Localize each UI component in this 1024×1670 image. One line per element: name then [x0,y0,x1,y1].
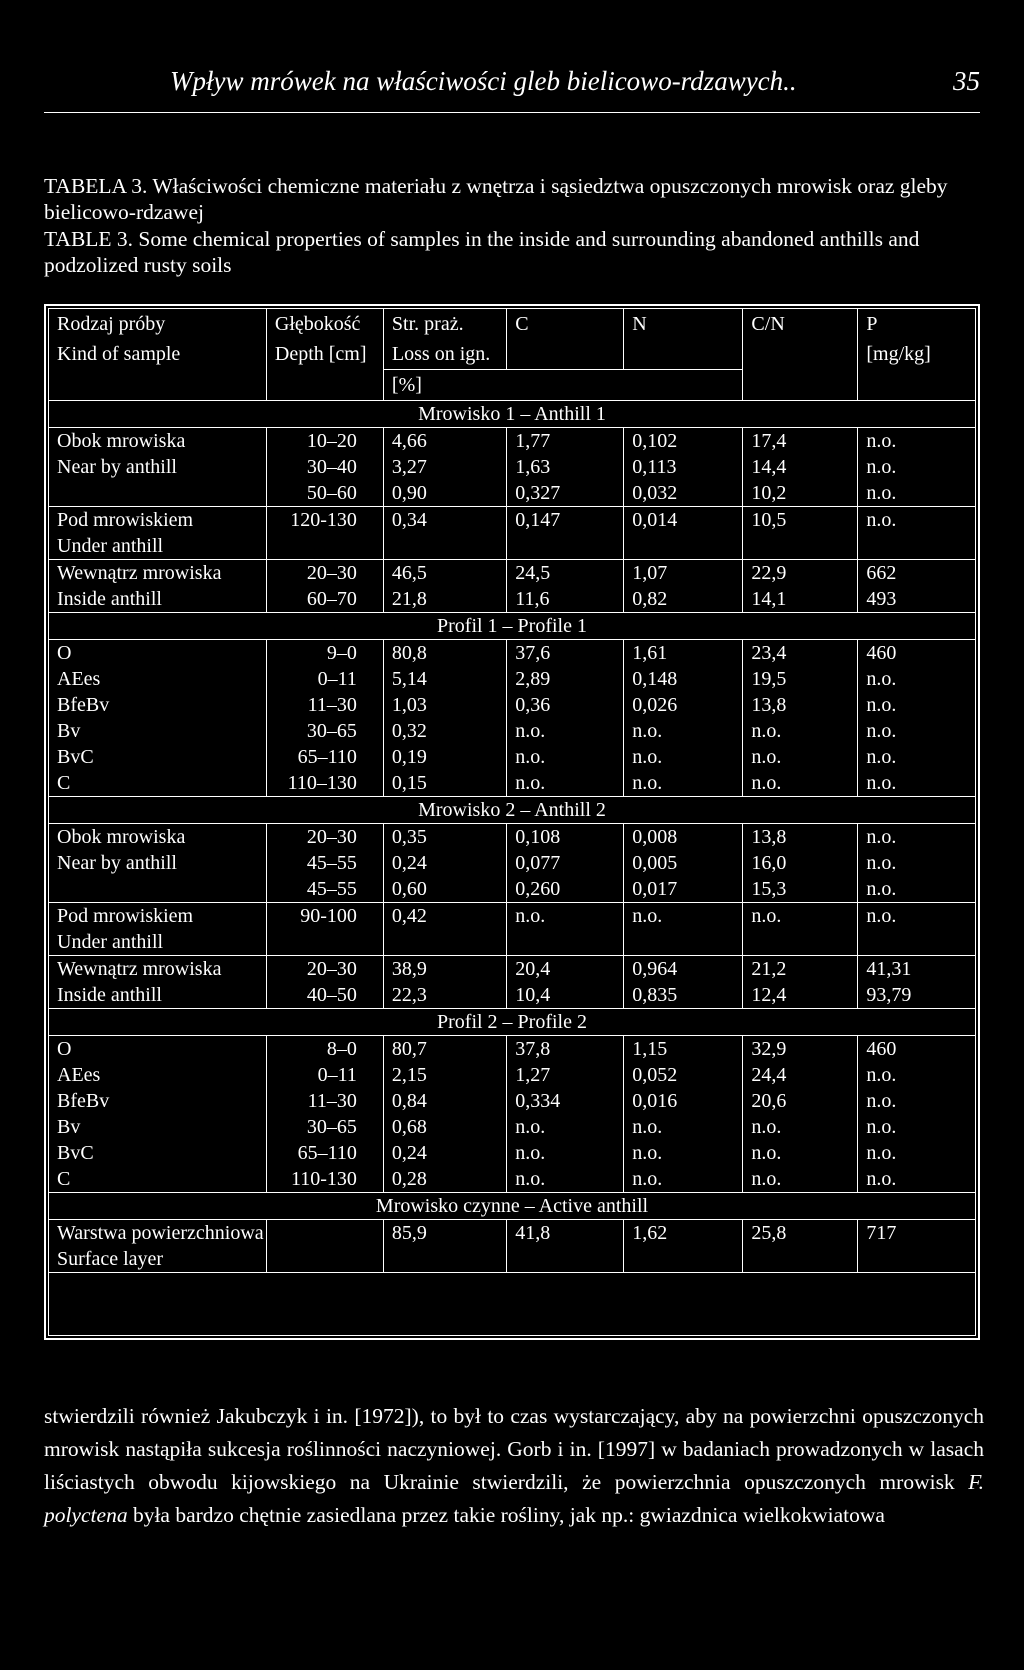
cell-kind: Inside anthill [49,982,266,1009]
cell-kind: Obok mrowiska [57,430,186,452]
cell-depth: 0–11 [266,666,383,692]
body-text-part2: była bardzo chętnie zasiedlana przez takie rośliny, jak np.: gwiazdnica wielkokwiatowa [127,1503,885,1527]
cell-depth [266,1220,383,1247]
cell-p: n.o. [858,903,975,930]
cell-loss: 21,8 [383,586,506,613]
cell-loss: 0,68 [383,1114,506,1140]
header-kind-en: Kind of sample [57,343,181,365]
header-kind-blank [49,370,266,401]
cell-p: n.o. [858,1166,975,1193]
cell-c: n.o. [507,770,624,797]
cell-kind: Wewnątrz mrowiska [57,958,222,980]
cell-loss: 3,27 [383,454,506,480]
cell-p: n.o. [858,1114,975,1140]
cell-n [624,929,743,956]
cell-cn [743,929,858,956]
cell-kind [49,876,266,903]
cell-loss: 0,34 [383,507,506,534]
cell-cn: 15,3 [743,876,858,903]
header-loss-pl: Str. praż. [383,309,506,339]
cell-depth: 110-130 [266,1166,383,1193]
cell-cn: n.o. [743,903,858,930]
cell-n [624,533,743,560]
body-text-part1: stwierdzili również Jakubczyk i in. [1972]), to był to czas wystarczający, aby na powierzchni opuszczonych mrowisk nastąpiła sukcesja roślinności naczyniowej. Gorb i in. [1997] w badaniach prowadzonych w lasach liściastych obwodu kijowskiego na Ukrainie stwierdzili, że powierzchnia opuszczonych mrowisk [44,1404,984,1494]
cell-p [858,1246,975,1273]
cell-n: 0,82 [624,586,743,613]
cell-kind [49,480,266,507]
header-depth-blank [266,370,383,401]
running-head [170,62,980,102]
cell-cn: 24,4 [743,1062,858,1088]
cell-kind: Obok mrowiska [57,826,186,848]
cell-loss: 0,28 [383,1166,506,1193]
cell-p: n.o. [858,507,975,534]
cell-p: n.o. [858,850,975,876]
cell-loss: 0,84 [383,1088,506,1114]
cell-c [507,929,624,956]
data-table-frame [44,304,980,1340]
table-row [49,666,975,692]
cell-c: 1,27 [507,1062,624,1088]
cell-loss [383,533,506,560]
cell-loss: 2,15 [383,1062,506,1088]
cell-kind: Wewnątrz mrowiska [57,562,222,584]
cell-cn: 16,0 [743,850,858,876]
section-row [49,1009,975,1036]
cell-c: 37,8 [507,1036,624,1063]
cell-kind: Bv [57,720,81,742]
cell-loss: 46,5 [383,560,506,587]
cell-cn: 17,4 [743,428,858,455]
cell-p: n.o. [858,1088,975,1114]
cell-p: 93,79 [858,982,975,1009]
header-p: P [858,309,975,339]
table-row [49,744,975,770]
header-row-3 [49,370,975,401]
cell-kind: BfeBv [57,694,110,716]
cell-kind: BfeBv [57,1090,110,1112]
cell-loss [383,1246,506,1273]
cell-depth: 40–50 [266,982,383,1009]
cell-cn [743,533,858,560]
table-row [49,1166,975,1193]
cell-c: 0,108 [507,824,624,851]
cell-depth: 20–30 [266,956,383,983]
cell-cn: n.o. [743,744,858,770]
cell-p: n.o. [858,428,975,455]
cell-p: n.o. [858,454,975,480]
header-depth-en: Depth [cm] [266,339,383,370]
cell-c: 41,8 [507,1220,624,1247]
cell-cn: 21,2 [743,956,858,983]
table-row [49,956,975,983]
cell-depth: 30–40 [266,454,383,480]
section-row [49,1193,975,1220]
cell-loss: 1,03 [383,692,506,718]
cell-depth: 110–130 [266,770,383,797]
body-text [44,1400,984,1532]
cell-kind: AEes [57,1064,101,1086]
cell-cn: 32,9 [743,1036,858,1063]
table-row [49,1246,975,1273]
cell-n: 0,014 [624,507,743,534]
cell-kind: Warstwa powierzchniowa [57,1222,264,1244]
cell-p: n.o. [858,480,975,507]
cell-kind: Surface layer [49,1246,266,1273]
header-n-blank [624,339,743,370]
cell-p: 717 [858,1220,975,1247]
cell-loss: 0,24 [383,1140,506,1166]
cell-n: 0,008 [624,824,743,851]
cell-cn: n.o. [743,1140,858,1166]
cell-depth [266,1246,383,1273]
cell-n: 0,835 [624,982,743,1009]
cell-kind: Near by anthill [57,852,177,874]
table-row [49,560,975,587]
table-row [49,507,975,534]
cell-cn: 10,5 [743,507,858,534]
cell-depth [266,533,383,560]
data-table [49,309,975,1273]
cell-cn: 10,2 [743,480,858,507]
cell-cn: 12,4 [743,982,858,1009]
cell-n: 1,61 [624,640,743,667]
header-kind-pl: Rodzaj próby [57,313,166,335]
cell-kind: Under anthill [49,533,266,560]
cell-depth: 45–55 [266,876,383,903]
table-row [49,770,975,797]
cell-c: 0,077 [507,850,624,876]
section-title: Profil 2 – Profile 2 [49,1009,975,1036]
cell-p: n.o. [858,692,975,718]
cell-depth: 20–30 [266,560,383,587]
table-row [49,929,975,956]
cell-p: n.o. [858,824,975,851]
cell-loss: 85,9 [383,1220,506,1247]
cell-n: 1,62 [624,1220,743,1247]
section-row [49,797,975,824]
table-row [49,1220,975,1247]
cell-p: n.o. [858,666,975,692]
cell-depth: 65–110 [266,1140,383,1166]
cell-n: n.o. [624,903,743,930]
page-number: 35 [953,66,980,96]
cell-n: 0,017 [624,876,743,903]
cell-c: 11,6 [507,586,624,613]
cell-kind: AEes [57,668,101,690]
cell-cn: 23,4 [743,640,858,667]
cell-loss: 0,32 [383,718,506,744]
cell-kind: C [49,770,266,797]
header-row-1 [49,309,975,339]
cell-cn [743,1246,858,1273]
cell-c: n.o. [507,1114,624,1140]
cell-p: n.o. [858,744,975,770]
cell-c: n.o. [507,1140,624,1166]
section-title: Mrowisko 1 – Anthill 1 [49,401,975,428]
cell-p: n.o. [858,1140,975,1166]
cell-n: n.o. [624,1140,743,1166]
table-row [49,454,975,480]
cell-cn: 22,9 [743,560,858,587]
species-name: F. polyctena [44,1470,984,1527]
table-row [49,1062,975,1088]
cell-c: 0,36 [507,692,624,718]
cell-p: 460 [858,640,975,667]
cell-p: 460 [858,1036,975,1063]
cell-loss [383,929,506,956]
cell-n: 0,052 [624,1062,743,1088]
cell-depth: 0–11 [266,1062,383,1088]
table-row [49,824,975,851]
table-row [49,876,975,903]
section-title: Mrowisko 2 – Anthill 2 [49,797,975,824]
header-rule [44,112,980,113]
cell-p: 662 [858,560,975,587]
section-row [49,401,975,428]
table-row [49,480,975,507]
cell-kind: Pod mrowiskiem [57,905,194,927]
table-row [49,1140,975,1166]
table-row [49,718,975,744]
cell-depth: 9–0 [266,640,383,667]
table-row [49,428,975,455]
header-percent: [%] [383,370,743,401]
cell-depth: 60–70 [266,586,383,613]
cell-n: n.o. [624,718,743,744]
cell-depth: 50–60 [266,480,383,507]
running-head-title: Wpływ mrówek na właściwości gleb bielicowo-rdzawych.. [170,66,797,96]
cell-p: 493 [858,586,975,613]
cell-loss: 80,7 [383,1036,506,1063]
cell-c: 20,4 [507,956,624,983]
cell-n: 0,113 [624,454,743,480]
cell-c: 37,6 [507,640,624,667]
cell-cn: n.o. [743,770,858,797]
cell-kind: Bv [57,1116,81,1138]
cell-n: 0,016 [624,1088,743,1114]
cell-n: 0,032 [624,480,743,507]
header-loss-en: Loss on ign. [383,339,506,370]
cell-n: n.o. [624,1114,743,1140]
cell-c: n.o. [507,744,624,770]
cell-n: 1,15 [624,1036,743,1063]
cell-loss: 22,3 [383,982,506,1009]
cell-cn: 13,8 [743,824,858,851]
header-row-2 [49,339,975,370]
cell-depth [266,929,383,956]
cell-loss: 38,9 [383,956,506,983]
cell-c: 1,77 [507,428,624,455]
table-row [49,903,975,930]
header-cn: C/N [743,309,858,339]
cell-cn: 14,1 [743,586,858,613]
table-row [49,850,975,876]
cell-n: 1,07 [624,560,743,587]
cell-loss: 80,8 [383,640,506,667]
cell-c: 0,260 [507,876,624,903]
header-p-unit: [mg/kg] [858,339,975,370]
cell-c: 1,63 [507,454,624,480]
section-title: Profil 1 – Profile 1 [49,613,975,640]
cell-loss: 0,15 [383,770,506,797]
header-cn-blank [743,339,858,370]
cell-loss: 0,60 [383,876,506,903]
cell-c: 0,327 [507,480,624,507]
cell-depth: 65–110 [266,744,383,770]
cell-depth: 30–65 [266,1114,383,1140]
cell-n: 0,102 [624,428,743,455]
header-p-blank [858,370,975,401]
cell-n [624,1246,743,1273]
header-depth-pl: Głębokość [266,309,383,339]
table-row [49,1114,975,1140]
table-row [49,1088,975,1114]
cell-c: 2,89 [507,666,624,692]
cell-c: n.o. [507,1166,624,1193]
table-row [49,982,975,1009]
cell-p: n.o. [858,770,975,797]
header-cn-blank-2 [743,370,858,401]
cell-c [507,1246,624,1273]
table-row [49,692,975,718]
cell-c: 0,147 [507,507,624,534]
section-title: Mrowisko czynne – Active anthill [49,1193,975,1220]
cell-n: 0,026 [624,692,743,718]
cell-loss: 4,66 [383,428,506,455]
table-row [49,640,975,667]
cell-depth: 8–0 [266,1036,383,1063]
cell-p [858,929,975,956]
cell-n: n.o. [624,744,743,770]
table-row [49,586,975,613]
cell-depth: 120-130 [266,507,383,534]
cell-loss: 0,90 [383,480,506,507]
table-row [49,1036,975,1063]
cell-depth: 11–30 [266,1088,383,1114]
cell-cn: n.o. [743,1114,858,1140]
cell-c: 0,334 [507,1088,624,1114]
cell-loss: 0,19 [383,744,506,770]
cell-depth: 20–30 [266,824,383,851]
cell-loss: 0,42 [383,903,506,930]
cell-cn: n.o. [743,718,858,744]
body-paragraph [44,1400,984,1532]
cell-depth: 10–20 [266,428,383,455]
cell-c [507,533,624,560]
cell-p: n.o. [858,718,975,744]
cell-c: 24,5 [507,560,624,587]
cell-p: n.o. [858,1062,975,1088]
cell-loss: 5,14 [383,666,506,692]
cell-p [858,533,975,560]
cell-kind: O [57,642,72,664]
header-n: N [624,309,743,339]
cell-loss: 0,24 [383,850,506,876]
cell-p: 41,31 [858,956,975,983]
cell-depth: 90-100 [266,903,383,930]
cell-p: n.o. [858,876,975,903]
cell-loss: 0,35 [383,824,506,851]
cell-kind: BvC [57,746,94,768]
cell-depth: 45–55 [266,850,383,876]
cell-cn: 25,8 [743,1220,858,1247]
cell-c: 10,4 [507,982,624,1009]
cell-cn: 20,6 [743,1088,858,1114]
cell-kind: O [57,1038,72,1060]
cell-cn: 19,5 [743,666,858,692]
section-row [49,613,975,640]
cell-kind: Pod mrowiskiem [57,509,194,531]
cell-c: n.o. [507,718,624,744]
cell-cn: 13,8 [743,692,858,718]
cell-n: n.o. [624,770,743,797]
cell-n: 0,148 [624,666,743,692]
cell-depth: 11–30 [266,692,383,718]
cell-n: n.o. [624,1166,743,1193]
cell-kind: Under anthill [49,929,266,956]
cell-kind: BvC [57,1142,94,1164]
table-row [49,533,975,560]
cell-cn: 14,4 [743,454,858,480]
cell-cn: n.o. [743,1166,858,1193]
header-c: C [507,309,624,339]
cell-c: n.o. [507,903,624,930]
cell-n: 0,964 [624,956,743,983]
cell-kind: C [49,1166,266,1193]
table-caption-pl: TABELA 3. Właściwości chemiczne materiału z wnętrza i sąsiedztwa opuszczonych mrowisk oraz gleby bielicowo-rdzawej [44,174,948,224]
cell-n: 0,005 [624,850,743,876]
cell-kind: Near by anthill [57,456,177,478]
table-caption-en: TABLE 3. Some chemical properties of samples in the inside and surrounding abandoned anthills and podzolized rusty soils [44,227,920,277]
cell-kind: Inside anthill [49,586,266,613]
cell-depth: 30–65 [266,718,383,744]
header-c-blank [507,339,624,370]
